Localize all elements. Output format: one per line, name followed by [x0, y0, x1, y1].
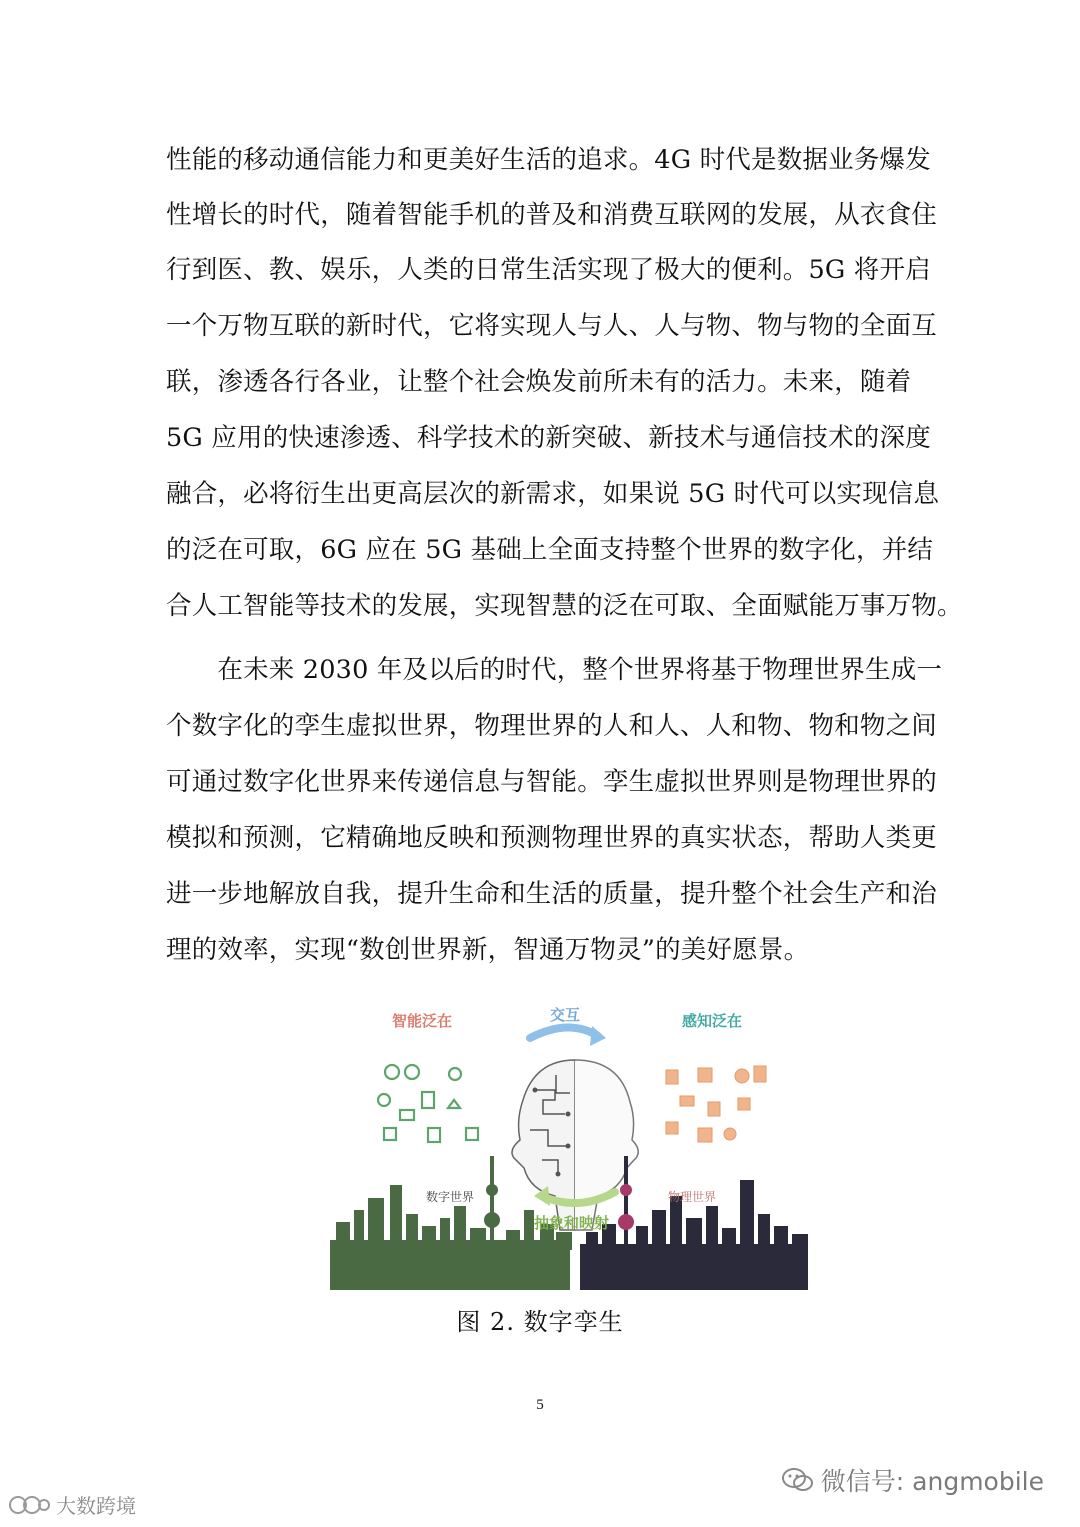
brand-watermark — [8, 1490, 136, 1519]
text-line: 可通过数字化世界来传递信息与智能。孪生虚拟世界则是物理世界的 — [166, 767, 938, 797]
document-icon — [422, 1092, 434, 1108]
label-abstraction: 抽象和映射 — [534, 1214, 610, 1232]
text-line: 在未来 2030 年及以后的时代，整个世界将基于物理世界生成一 — [166, 655, 943, 685]
text-line: 融合，必将衍生出更高层次的新需求，如果说 5G 时代可以实现信息 — [166, 479, 940, 509]
brand-text: 大数跨境 — [56, 1494, 136, 1518]
text-line: 理的效率，实现“数创世界新，智通万物灵”的美好愿景。 — [166, 935, 810, 965]
text-line: 联，渗透各行各业，让整个社会焕发前所未有的活力。未来，随着 — [166, 367, 912, 397]
text-line: 性增长的时代，随着智能手机的普及和消费互联网的发展，从衣食住 — [166, 200, 938, 230]
digital-icons — [378, 1065, 478, 1142]
factory-icon — [738, 1098, 750, 1110]
building-icon — [754, 1066, 766, 1082]
cloud-icon — [405, 1065, 419, 1079]
text-line: 合人工智能等技术的发展，实现智慧的泛在可取、全面赋能万事万物。 — [166, 591, 963, 621]
globe-icon — [449, 1068, 461, 1080]
figure-caption: 图 2. 数字孪生 — [456, 1308, 624, 1336]
label-digital-world: 数字世界 — [426, 1190, 475, 1204]
grid-icon — [384, 1128, 396, 1140]
logo-icon — [8, 1494, 52, 1516]
label-perception: 感知泛在 — [682, 1012, 743, 1030]
car-icon — [680, 1096, 694, 1106]
user-icon — [448, 1100, 460, 1108]
physical-icons — [666, 1066, 766, 1142]
text-line: 性能的移动通信能力和更美好生活的追求。4G 时代是数据业务爆发 — [166, 145, 931, 175]
text-line: 模拟和预测，它精确地反映和预测物理世界的真实状态，帮助人类更 — [166, 823, 938, 853]
digital-twin-illustration — [330, 1000, 808, 1290]
wechat-icon — [781, 1466, 815, 1494]
phone-icon — [428, 1128, 440, 1142]
label-intelligence: 智能泛在 — [392, 1012, 453, 1030]
tree-icon — [708, 1102, 720, 1116]
tablet-icon — [466, 1128, 478, 1140]
chart-icon — [378, 1094, 390, 1106]
home-icon — [666, 1122, 678, 1134]
wechat-id-text: 微信号: angmobile — [820, 1467, 1044, 1496]
interaction-arrow — [530, 1027, 598, 1038]
medical-icon — [724, 1128, 736, 1140]
text-line: 进一步地解放自我，提升生命和生活的质量，提升整个社会生产和治 — [166, 879, 938, 909]
gear-icon — [385, 1065, 399, 1079]
text-line: 个数字化的孪生虚拟世界，物理世界的人和人、人和物、物和物之间 — [166, 711, 938, 741]
page-number: 5 — [536, 1397, 544, 1413]
text-line: 5G 应用的快速渗透、科学技术的新突破、新技术与通信技术的深度 — [166, 423, 931, 453]
digital-twin-figure — [330, 1000, 808, 1290]
wechat-watermark — [781, 1462, 1044, 1498]
text-line: 行到医、教、娱乐，人类的日常生活实现了极大的便利。5G 将开启 — [166, 255, 931, 285]
hospital-icon — [698, 1128, 712, 1142]
screen-icon — [400, 1110, 414, 1120]
house-icon — [698, 1068, 712, 1082]
label-interaction: 交互 — [550, 1006, 581, 1024]
text-line: 一个万物互联的新时代，它将实现人与人、人与物、物与物的全面互 — [166, 311, 938, 341]
text-line: 的泛在可取，6G 应在 5G 基础上全面支持整个世界的数字化，并结 — [166, 535, 934, 565]
person-icon — [666, 1070, 678, 1084]
interaction-arrowhead — [590, 1026, 606, 1046]
label-physical-world: 物理世界 — [668, 1190, 717, 1204]
heart-icon — [735, 1069, 749, 1083]
